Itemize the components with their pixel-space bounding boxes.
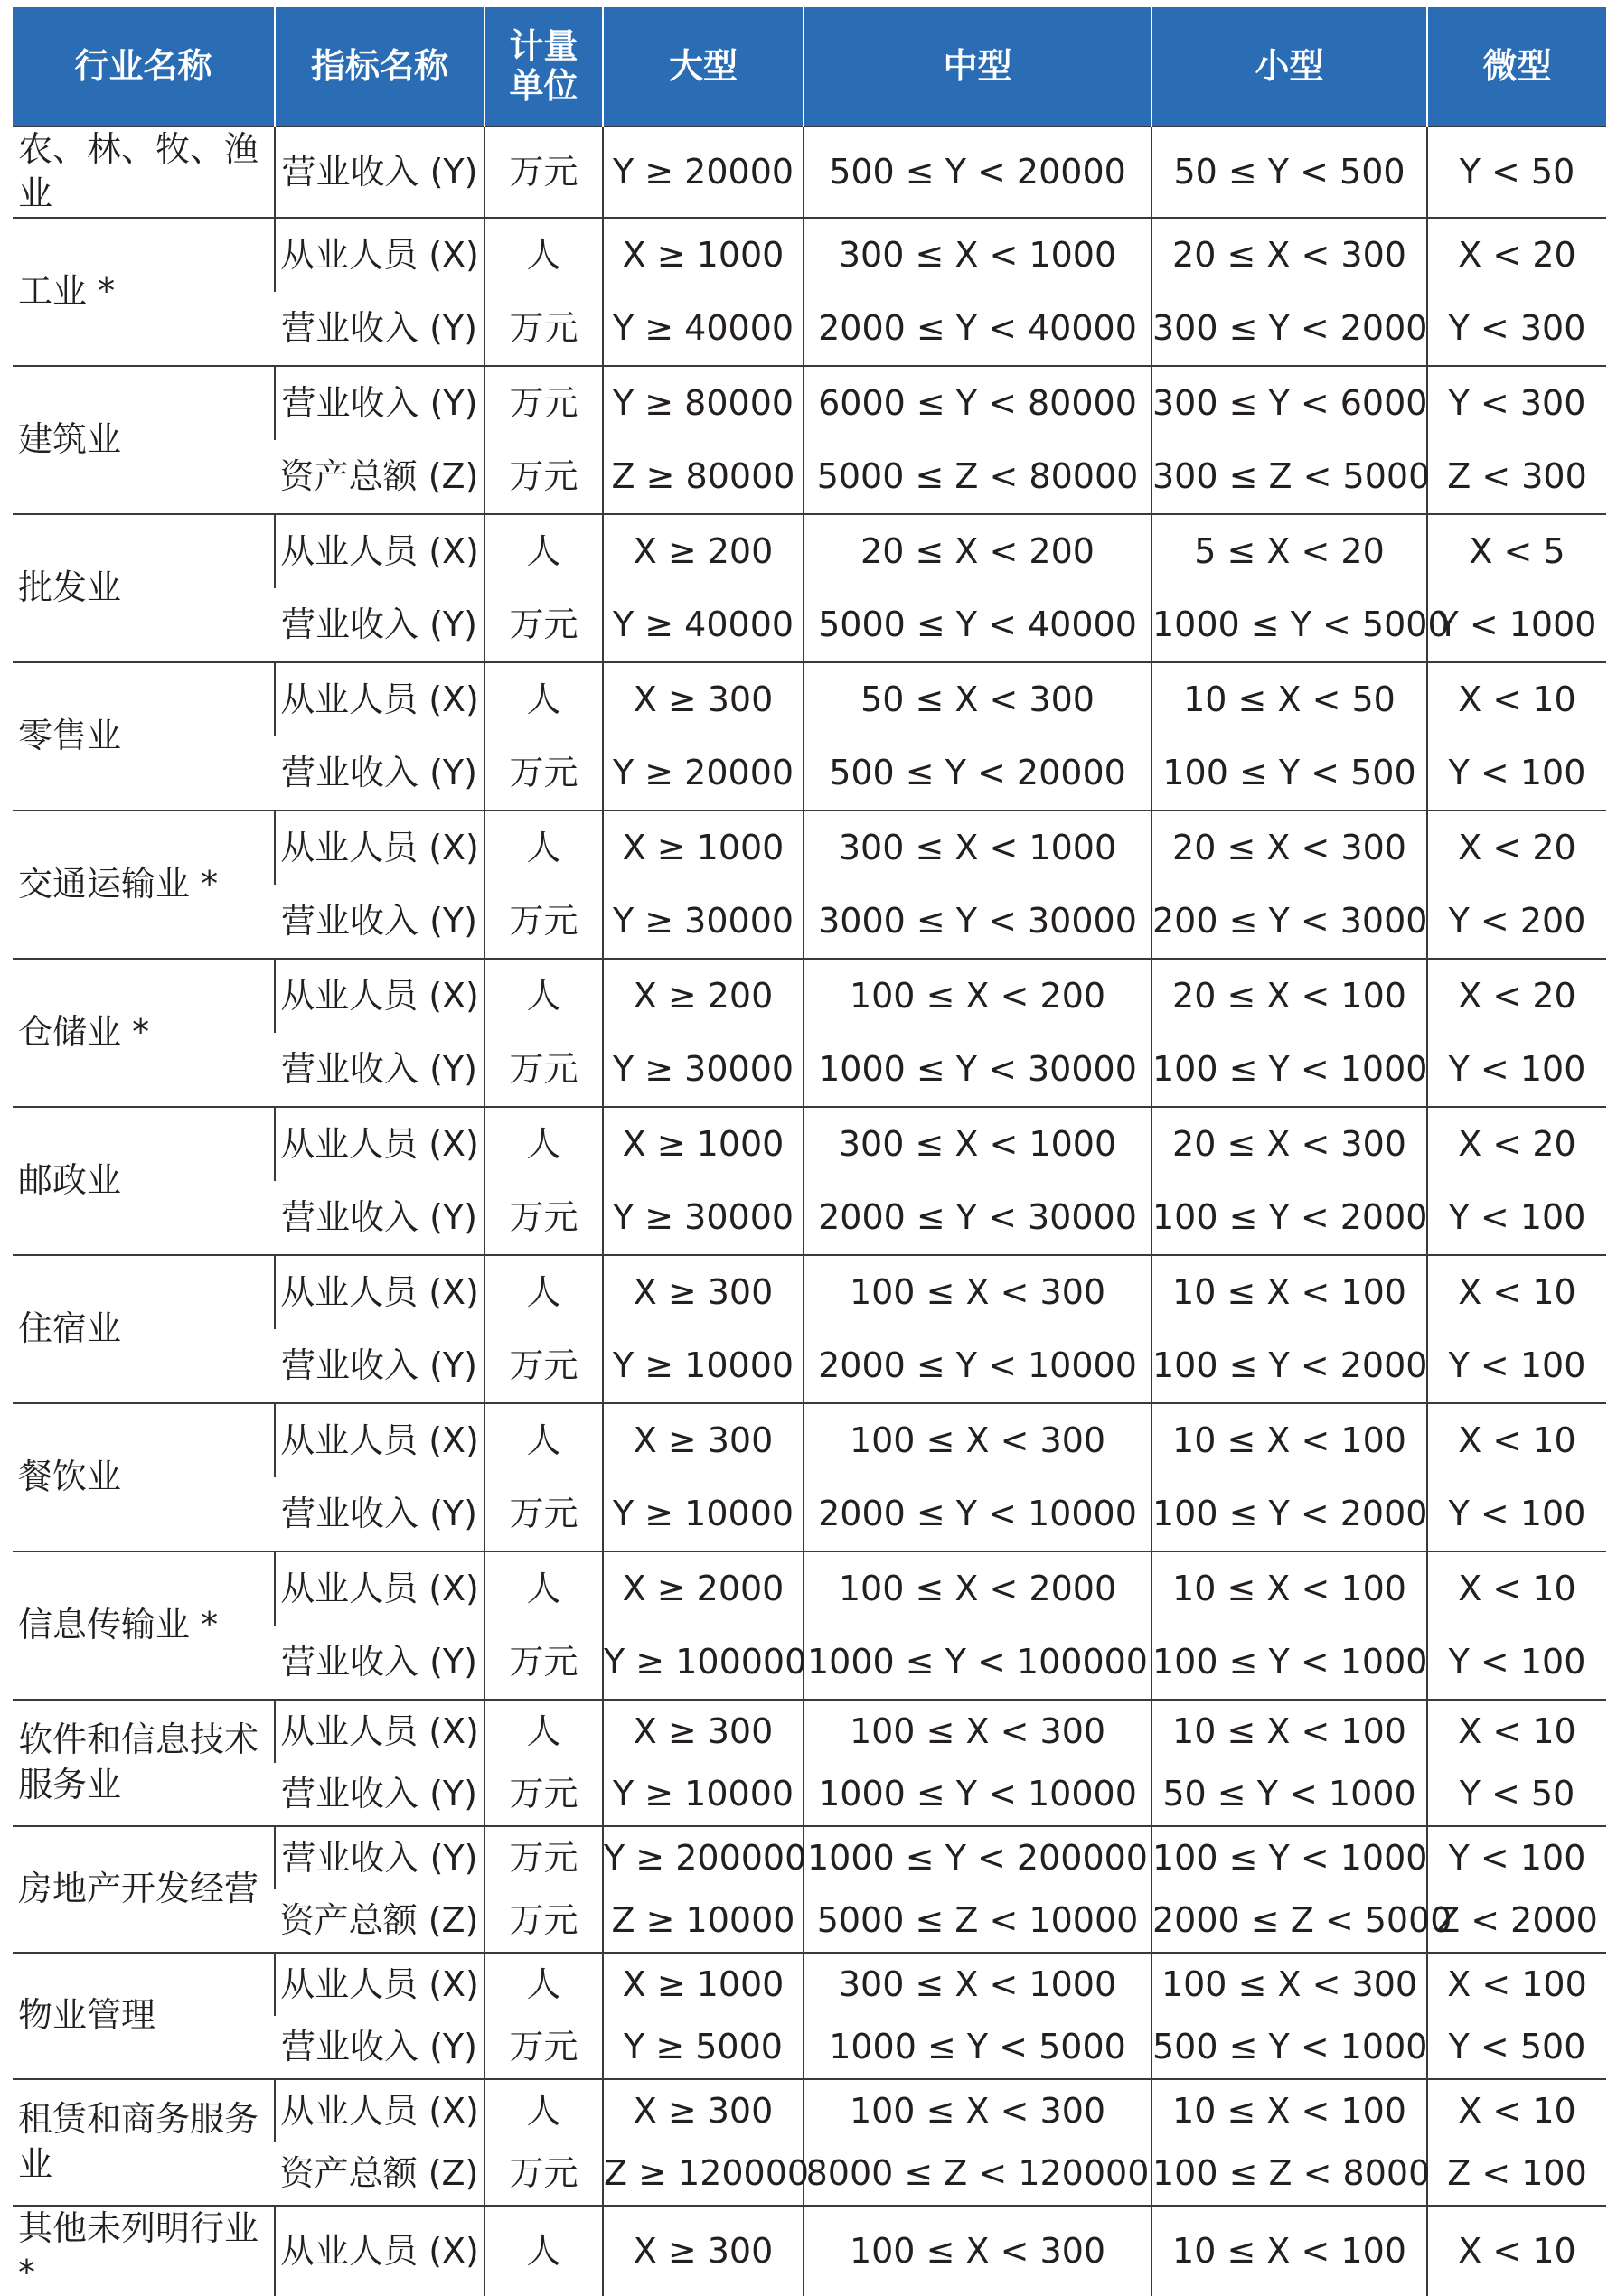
unit-cell: 人 (484, 811, 603, 885)
large-cell: X ≥ 300 (603, 2206, 804, 2296)
large-cell: Y ≥ 10000 (603, 1329, 804, 1403)
indicator-cell: 从业人员 (X) (275, 218, 484, 292)
medium-cell: 2000 ≤ Y < 10000 (804, 1329, 1152, 1403)
header-row (13, 7, 1606, 127)
medium-cell: 100 ≤ X < 300 (804, 1255, 1152, 1329)
table-body (13, 127, 1606, 2296)
micro-cell: X < 10 (1427, 2206, 1606, 2296)
table-row (13, 1255, 1606, 1329)
header-industry: 行业名称 (13, 7, 275, 127)
unit-cell: 人 (484, 1107, 603, 1181)
medium-cell: 300 ≤ X < 1000 (804, 1953, 1152, 2016)
medium-cell: 300 ≤ X < 1000 (804, 218, 1152, 292)
small-cell: 10 ≤ X < 100 (1152, 1551, 1427, 1626)
small-cell: 100 ≤ Y < 1000 (1152, 1826, 1427, 1889)
table-row (13, 1826, 1606, 1889)
medium-cell: 100 ≤ X < 300 (804, 1403, 1152, 1477)
industry-name-cell: 零售业 (13, 662, 275, 811)
indicator-cell: 从业人员 (X) (275, 662, 484, 736)
indicator-cell: 资产总额 (Z) (279, 456, 479, 497)
large-cell: X ≥ 300 (603, 1255, 804, 1329)
industry-name-cell: 物业管理 (13, 1953, 275, 2079)
indicator-cell: 从业人员 (X) (275, 1700, 484, 1763)
industry-name-cell: 房地产开发经营 (13, 1826, 275, 1953)
indicator-cell: 从业人员 (X) (275, 811, 484, 885)
industry-name-cell: 交通运输业 * (13, 811, 275, 959)
medium-cell: 100 ≤ X < 300 (804, 2079, 1152, 2142)
small-cell: 300 ≤ Y < 2000 (1152, 292, 1427, 366)
small-cell: 20 ≤ X < 300 (1152, 1107, 1427, 1181)
large-cell: X ≥ 2000 (603, 1551, 804, 1626)
large-cell: X ≥ 300 (603, 662, 804, 736)
large-cell: X ≥ 1000 (603, 218, 804, 292)
table-row (13, 2079, 1606, 2142)
large-cell: Y ≥ 200000 (603, 1826, 804, 1889)
small-cell: 10 ≤ X < 100 (1152, 1700, 1427, 1763)
small-cell: 500 ≤ Y < 1000 (1152, 2016, 1427, 2079)
medium-cell: 300 ≤ X < 1000 (804, 811, 1152, 885)
micro-cell: Y < 300 (1427, 292, 1606, 366)
large-cell: X ≥ 1000 (603, 1953, 804, 2016)
large-cell: X ≥ 200 (603, 959, 804, 1033)
small-cell: 10 ≤ X < 50 (1152, 662, 1427, 736)
unit-cell: 万元 (484, 1477, 603, 1551)
header-micro: 微型 (1427, 7, 1606, 127)
large-cell: Y ≥ 30000 (603, 1033, 804, 1107)
indicator-cell: 营业收入 (Y) (275, 1826, 484, 1889)
micro-cell: Y < 100 (1427, 1329, 1606, 1403)
large-cell: X ≥ 1000 (603, 811, 804, 885)
micro-cell: Y < 50 (1427, 1763, 1606, 1826)
small-cell: 2000 ≤ Z < 5000 (1152, 1889, 1427, 1953)
small-cell: 200 ≤ Y < 3000 (1152, 885, 1427, 959)
unit-cell: 万元 (484, 885, 603, 959)
unit-cell: 人 (484, 218, 603, 292)
indicator-cell: 营业收入 (Y) (281, 1197, 477, 1238)
micro-cell: Y < 100 (1427, 1181, 1606, 1255)
micro-cell: X < 5 (1427, 514, 1606, 588)
medium-cell: 1000 ≤ Y < 5000 (804, 2016, 1152, 2079)
medium-cell: 300 ≤ X < 1000 (804, 1107, 1152, 1181)
medium-cell: 5000 ≤ Z < 10000 (804, 1889, 1152, 1953)
unit-cell: 万元 (484, 127, 603, 218)
small-cell: 5 ≤ X < 20 (1152, 514, 1427, 588)
micro-cell: Z < 300 (1427, 440, 1606, 514)
unit-cell: 人 (484, 1551, 603, 1626)
industry-name-cell: 批发业 (13, 514, 275, 662)
large-cell: Z ≥ 10000 (603, 1889, 804, 1953)
micro-cell: Y < 100 (1427, 1626, 1606, 1700)
indicator-cell: 从业人员 (X) (275, 1953, 484, 2016)
classification-table-wrapper (13, 7, 1606, 2296)
table-row (13, 959, 1606, 1033)
micro-cell: X < 20 (1427, 1107, 1606, 1181)
unit-cell: 万元 (484, 2016, 603, 2079)
table-row (13, 218, 1606, 292)
small-cell: 100 ≤ Y < 500 (1152, 736, 1427, 811)
medium-cell: 2000 ≤ Y < 30000 (804, 1181, 1152, 1255)
table-row (13, 2206, 1606, 2296)
medium-cell: 2000 ≤ Y < 10000 (804, 1477, 1152, 1551)
small-cell: 1000 ≤ Y < 5000 (1152, 588, 1427, 662)
unit-cell: 万元 (484, 1763, 603, 1826)
indicator-cell: 资产总额 (Z) (279, 1900, 479, 1941)
industry-name-cell: 软件和信息技术服务业 (13, 1700, 275, 1826)
large-cell: Y ≥ 80000 (603, 366, 804, 440)
header-large: 大型 (603, 7, 804, 127)
medium-cell: 1000 ≤ Y < 10000 (804, 1763, 1152, 1826)
header-indicator: 指标名称 (275, 7, 484, 127)
unit-cell: 人 (484, 1953, 603, 2016)
indicator-cell: 营业收入 (Y) (281, 1774, 477, 1814)
micro-cell: Y < 1000 (1427, 588, 1606, 662)
industry-name-cell: 信息传输业 * (13, 1551, 275, 1700)
header-small: 小型 (1152, 7, 1427, 127)
medium-cell: 100 ≤ X < 300 (804, 1700, 1152, 1763)
large-cell: X ≥ 300 (603, 1700, 804, 1763)
medium-cell: 5000 ≤ Y < 40000 (804, 588, 1152, 662)
micro-cell: X < 10 (1427, 2079, 1606, 2142)
large-cell: Y ≥ 30000 (603, 1181, 804, 1255)
micro-cell: X < 10 (1427, 1700, 1606, 1763)
small-cell: 100 ≤ Z < 8000 (1152, 2142, 1427, 2206)
large-cell: X ≥ 300 (603, 1403, 804, 1477)
industry-name-cell: 仓储业 * (13, 959, 275, 1107)
large-cell: Z ≥ 80000 (603, 440, 804, 514)
indicator-cell: 营业收入 (Y) (281, 1049, 477, 1090)
medium-cell: 5000 ≤ Z < 80000 (804, 440, 1152, 514)
unit-cell: 万元 (484, 1626, 603, 1700)
large-cell: Y ≥ 20000 (603, 736, 804, 811)
medium-cell: 20 ≤ X < 200 (804, 514, 1152, 588)
large-cell: Y ≥ 5000 (603, 2016, 804, 2079)
medium-cell: 1000 ≤ Y < 200000 (804, 1826, 1152, 1889)
indicator-cell: 营业收入 (Y) (275, 366, 484, 440)
table-row (13, 514, 1606, 588)
micro-cell: X < 10 (1427, 1403, 1606, 1477)
table-row (13, 127, 1606, 218)
micro-cell: Y < 50 (1427, 127, 1606, 218)
unit-cell: 万元 (484, 366, 603, 440)
industry-name-cell: 建筑业 (13, 366, 275, 514)
micro-cell: Y < 500 (1427, 2016, 1606, 2079)
table-row (13, 1551, 1606, 1626)
medium-cell: 2000 ≤ Y < 40000 (804, 292, 1152, 366)
unit-cell: 人 (484, 514, 603, 588)
indicator-cell: 营业收入 (Y) (281, 901, 477, 942)
table-row (13, 662, 1606, 736)
industry-name-cell: 农、林、牧、渔业 (13, 127, 275, 218)
small-cell: 50 ≤ Y < 1000 (1152, 1763, 1427, 1826)
large-cell: Y ≥ 30000 (603, 885, 804, 959)
indicator-cell: 营业收入 (Y) (281, 2027, 477, 2067)
medium-cell: 8000 ≤ Z < 120000 (804, 2142, 1152, 2206)
unit-cell: 万元 (484, 736, 603, 811)
header-unit (484, 7, 603, 127)
unit-cell: 万元 (484, 2142, 603, 2206)
micro-cell: X < 20 (1427, 811, 1606, 885)
large-cell: Y ≥ 40000 (603, 588, 804, 662)
medium-cell: 6000 ≤ Y < 80000 (804, 366, 1152, 440)
small-cell: 10 ≤ X < 100 (1152, 2206, 1427, 2296)
indicator-cell: 资产总额 (Z) (279, 2153, 479, 2194)
table-row (13, 1403, 1606, 1477)
indicator-cell: 从业人员 (X) (275, 1551, 484, 1626)
small-cell: 10 ≤ X < 100 (1152, 1255, 1427, 1329)
indicator-cell: 营业收入 (Y) (281, 1345, 477, 1386)
micro-cell: Y < 100 (1427, 736, 1606, 811)
medium-cell: 100 ≤ X < 200 (804, 959, 1152, 1033)
indicator-cell: 从业人员 (X) (275, 2079, 484, 2142)
medium-cell: 100 ≤ X < 300 (804, 2206, 1152, 2296)
small-cell: 100 ≤ Y < 2000 (1152, 1181, 1427, 1255)
small-cell: 50 ≤ Y < 500 (1152, 127, 1427, 218)
unit-cell: 人 (484, 1700, 603, 1763)
industry-name-cell: 租赁和商务服务业 (13, 2079, 275, 2206)
unit-cell: 人 (484, 662, 603, 736)
micro-cell: Y < 200 (1427, 885, 1606, 959)
unit-cell: 万元 (484, 440, 603, 514)
small-cell: 300 ≤ Z < 5000 (1152, 440, 1427, 514)
indicator-cell: 营业收入 (Y) (281, 1642, 477, 1682)
small-cell: 100 ≤ Y < 2000 (1152, 1477, 1427, 1551)
table-row (13, 811, 1606, 885)
small-cell: 100 ≤ Y < 1000 (1152, 1033, 1427, 1107)
unit-cell: 万元 (484, 1033, 603, 1107)
large-cell: Y ≥ 10000 (603, 1477, 804, 1551)
indicator-cell: 营业收入 (Y) (281, 753, 477, 793)
indicator-cell: 营业收入 (Y) (281, 308, 477, 349)
indicator-cell: 从业人员 (X) (275, 2206, 484, 2296)
medium-cell: 50 ≤ X < 300 (804, 662, 1152, 736)
small-cell: 100 ≤ Y < 2000 (1152, 1329, 1427, 1403)
large-cell: X ≥ 1000 (603, 1107, 804, 1181)
indicator-cell: 营业收入 (Y) (281, 604, 477, 645)
industry-name-cell: 其他未列明行业 * (13, 2206, 275, 2296)
large-cell: Y ≥ 100000 (603, 1626, 804, 1700)
micro-cell: Y < 100 (1427, 1826, 1606, 1889)
large-cell: Z ≥ 120000 (603, 2142, 804, 2206)
medium-cell: 1000 ≤ Y < 30000 (804, 1033, 1152, 1107)
unit-cell: 人 (484, 1255, 603, 1329)
micro-cell: Y < 100 (1427, 1477, 1606, 1551)
header-unit-line1: 计量 (509, 25, 578, 66)
micro-cell: X < 10 (1427, 1551, 1606, 1626)
industry-name-cell: 邮政业 (13, 1107, 275, 1255)
medium-cell: 1000 ≤ Y < 100000 (804, 1626, 1152, 1700)
micro-cell: X < 20 (1427, 959, 1606, 1033)
small-cell: 300 ≤ Y < 6000 (1152, 366, 1427, 440)
medium-cell: 500 ≤ Y < 20000 (804, 736, 1152, 811)
unit-cell: 人 (484, 959, 603, 1033)
small-cell: 20 ≤ X < 300 (1152, 811, 1427, 885)
header-medium: 中型 (804, 7, 1152, 127)
industry-name-cell: 工业 * (13, 218, 275, 366)
micro-cell: X < 100 (1427, 1953, 1606, 2016)
medium-cell: 100 ≤ X < 2000 (804, 1551, 1152, 1626)
micro-cell: Y < 100 (1427, 1033, 1606, 1107)
indicator-cell: 从业人员 (X) (275, 514, 484, 588)
industry-name-cell: 餐饮业 (13, 1403, 275, 1551)
table-row (13, 1953, 1606, 2016)
unit-cell: 人 (484, 2079, 603, 2142)
industry-name-cell: 住宿业 (13, 1255, 275, 1403)
table-row (13, 1700, 1606, 1763)
small-cell: 10 ≤ X < 100 (1152, 1403, 1427, 1477)
large-cell: Y ≥ 10000 (603, 1763, 804, 1826)
large-cell: X ≥ 200 (603, 514, 804, 588)
small-cell: 100 ≤ Y < 1000 (1152, 1626, 1427, 1700)
micro-cell: Y < 300 (1427, 366, 1606, 440)
micro-cell: X < 20 (1427, 218, 1606, 292)
table-header (13, 7, 1606, 127)
indicator-cell: 营业收入 (Y) (281, 1494, 477, 1534)
indicator-cell: 从业人员 (X) (275, 959, 484, 1033)
small-cell: 10 ≤ X < 100 (1152, 2079, 1427, 2142)
unit-cell: 万元 (484, 1181, 603, 1255)
unit-cell: 人 (484, 2206, 603, 2296)
unit-cell: 万元 (484, 1889, 603, 1953)
table-row (13, 1107, 1606, 1181)
large-cell: X ≥ 300 (603, 2079, 804, 2142)
medium-cell: 500 ≤ Y < 20000 (804, 127, 1152, 218)
table-row (13, 366, 1606, 440)
small-cell: 20 ≤ X < 300 (1152, 218, 1427, 292)
small-cell: 20 ≤ X < 100 (1152, 959, 1427, 1033)
indicator-cell: 从业人员 (X) (275, 1255, 484, 1329)
small-cell: 100 ≤ X < 300 (1152, 1953, 1427, 2016)
medium-cell: 3000 ≤ Y < 30000 (804, 885, 1152, 959)
enterprise-size-classification-table (13, 7, 1606, 2296)
micro-cell: X < 10 (1427, 662, 1606, 736)
indicator-cell: 从业人员 (X) (275, 1403, 484, 1477)
large-cell: Y ≥ 40000 (603, 292, 804, 366)
header-unit-line2: 单位 (509, 65, 578, 106)
micro-cell: X < 10 (1427, 1255, 1606, 1329)
unit-cell: 万元 (484, 292, 603, 366)
large-cell: Y ≥ 20000 (603, 127, 804, 218)
unit-cell: 万元 (484, 1329, 603, 1403)
unit-cell: 万元 (484, 1826, 603, 1889)
indicator-cell: 从业人员 (X) (275, 1107, 484, 1181)
unit-cell: 万元 (484, 588, 603, 662)
micro-cell: Z < 100 (1427, 2142, 1606, 2206)
indicator-cell: 营业收入 (Y) (275, 127, 484, 218)
unit-cell: 人 (484, 1403, 603, 1477)
micro-cell: Z < 2000 (1427, 1889, 1606, 1953)
